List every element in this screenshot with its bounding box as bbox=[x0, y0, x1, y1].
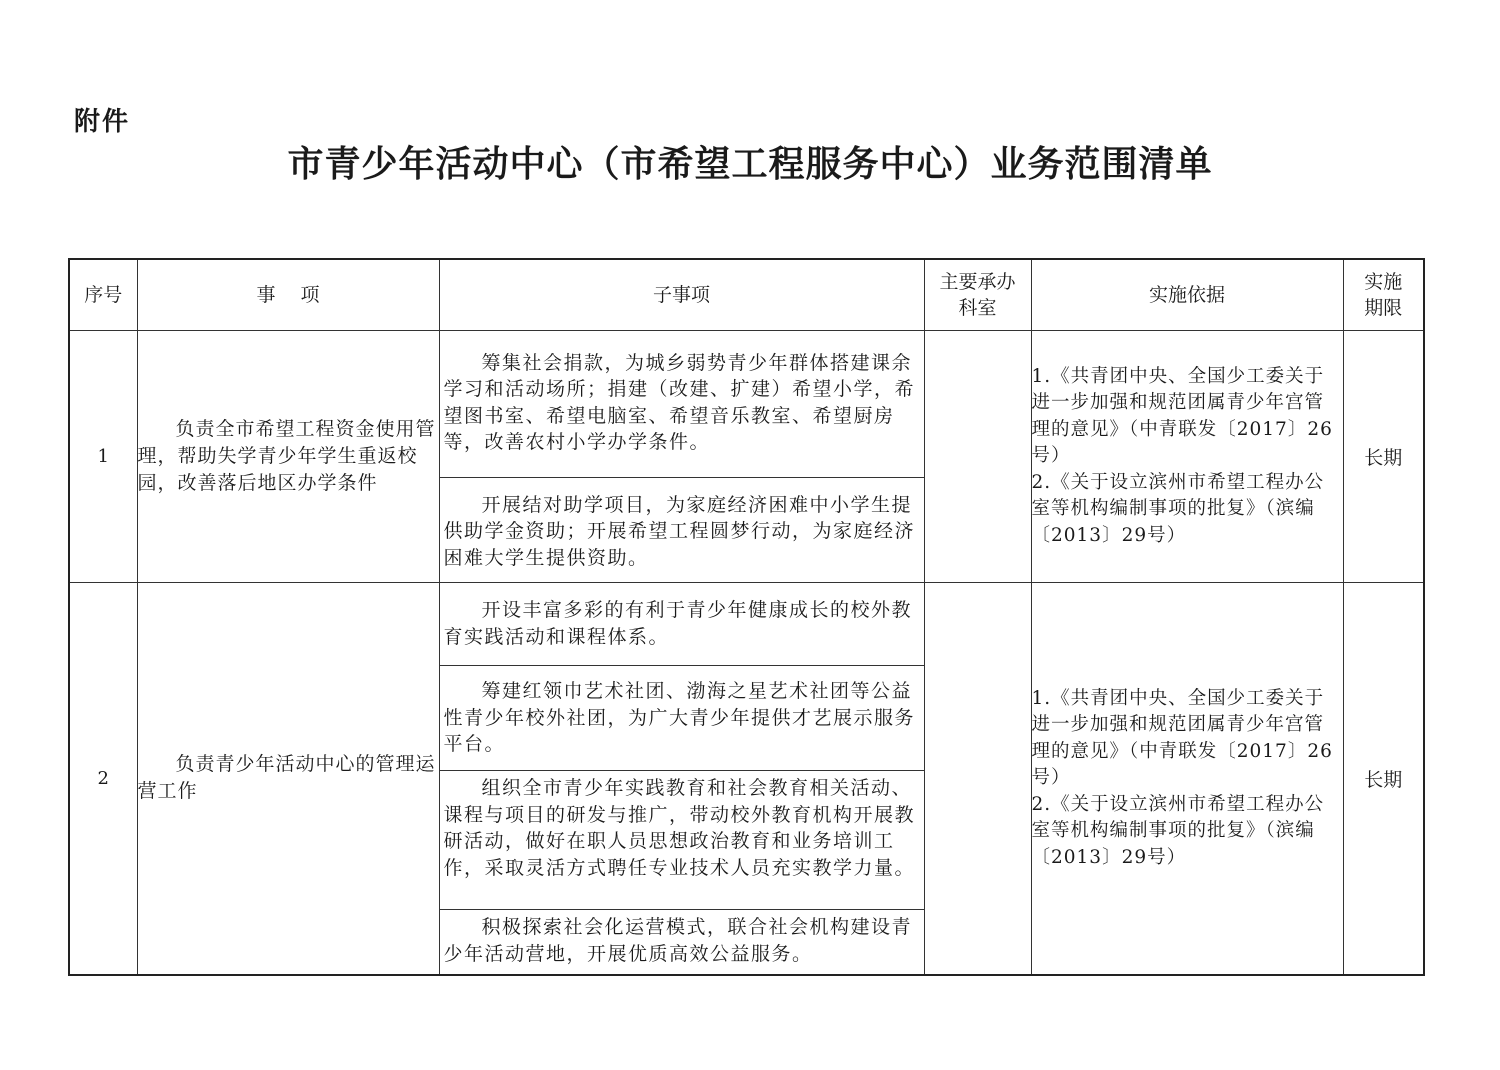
col-header-period-line2: 期限 bbox=[1364, 297, 1403, 319]
col-header-matter: 事 项 bbox=[137, 259, 439, 331]
row-number: 2 bbox=[69, 583, 137, 975]
period-cell: 长期 bbox=[1343, 583, 1424, 975]
matter-cell bbox=[137, 331, 439, 583]
dept-cell bbox=[924, 331, 1031, 583]
table-row bbox=[69, 583, 1424, 975]
attachment-label: 附件 bbox=[74, 107, 131, 137]
sub-item: 组织全市青少年实践教育和社会教育相关活动、课程与项目的研发与推广，带动校外教育机构开展教研活动，做好在职人员思想政治教育和业务培训工作，采取灵活方式聘任专业技术人员充实教学力量。 bbox=[440, 771, 924, 910]
basis-item-1: 1.《共青团中央、全国少工委关于进一步加强和规范团属青少年宫管理的意见》（中青联发〔2017〕26号） bbox=[1031, 365, 1333, 467]
document-title: 市青少年活动中心（市希望工程服务中心）业务范围清单 bbox=[287, 144, 1213, 185]
sub-item: 开展结对助学项目，为家庭经济困难中小学生提供助学金资助；开展希望工程圆梦行动，为家庭经济困难大学生提供资助。 bbox=[443, 493, 916, 569]
matter-cell bbox=[137, 583, 439, 975]
basis-cell bbox=[1031, 331, 1343, 583]
sub-items-cell bbox=[439, 331, 924, 583]
col-header-dept-line1: 主要承办 bbox=[939, 271, 1016, 293]
sub-item: 筹集社会捐款，为城乡弱势青少年群体搭建课余学习和活动场所；捐建（改建、扩建）希望小学，希望图书室、希望电脑室、希望音乐教室、希望厨房等，改善农村小学办学条件。 bbox=[440, 332, 924, 478]
business-scope-table bbox=[68, 258, 1425, 976]
col-header-dept bbox=[924, 259, 1031, 331]
col-header-dept-line2: 科室 bbox=[958, 297, 997, 319]
col-header-period-line1: 实施 bbox=[1364, 271, 1403, 293]
basis-item-2: 2.《关于设立滨州市希望工程办公室等机构编制事项的批复》（滨编〔2013〕29号） bbox=[1031, 793, 1325, 868]
sub-item: 筹建红领巾艺术社团、渤海之星艺术社团等公益性青少年校外社团，为广大青少年提供才艺展示服务平台。 bbox=[440, 666, 924, 771]
sub-item: 积极探索社会化运营模式，联合社会机构建设青少年活动营地，开展优质高效公益服务。 bbox=[443, 916, 913, 965]
col-header-period bbox=[1343, 259, 1424, 331]
matter-text: 负责全市希望工程资金使用管理，帮助失学青少年学生重返校园，改善落后地区办学条件 bbox=[137, 418, 436, 494]
basis-cell bbox=[1031, 583, 1343, 975]
table-header-row bbox=[69, 259, 1424, 331]
col-header-basis: 实施依据 bbox=[1031, 259, 1343, 331]
dept-cell bbox=[924, 583, 1031, 975]
period-cell: 长期 bbox=[1343, 331, 1424, 583]
row-number: 1 bbox=[69, 331, 137, 583]
sub-items-cell bbox=[439, 583, 924, 975]
basis-item-1: 1.《共青团中央、全国少工委关于进一步加强和规范团属青少年宫管理的意见》（中青联发〔2017〕26号） bbox=[1031, 687, 1333, 788]
col-header-no: 序号 bbox=[69, 259, 137, 331]
matter-text: 负责青少年活动中心的管理运营工作 bbox=[137, 753, 436, 803]
col-header-sub-items: 子事项 bbox=[439, 259, 924, 331]
basis-item-2: 2.《关于设立滨州市希望工程办公室等机构编制事项的批复》（滨编〔2013〕29号） bbox=[1031, 471, 1325, 546]
sub-item: 开设丰富多彩的有利于青少年健康成长的校外教育实践活动和课程体系。 bbox=[440, 583, 924, 666]
table-row bbox=[69, 331, 1424, 583]
